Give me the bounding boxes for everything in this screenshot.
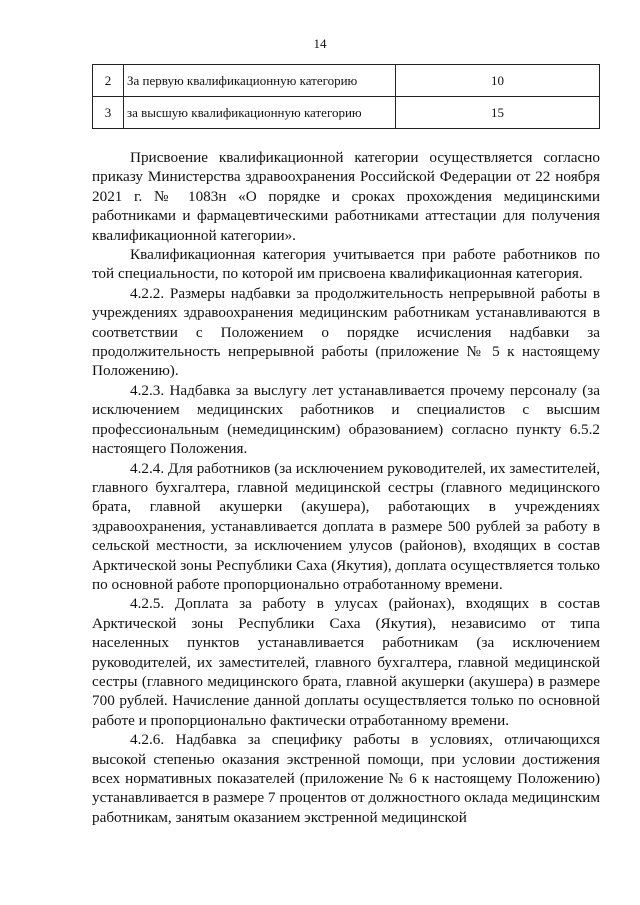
paragraph-category-specialty: Квалификационная категория учитывается при работе работников по той специальности, по которой им присвоена квалификационная категория. xyxy=(92,246,600,283)
paragraph-4-2-6: 4.2.6. Надбавка за специфику работы в условиях, отличающихся высокой степенью оказания экстренной помощи, при условии достижения всех нормативных показателей (приложение № 6 к настоящему Положению) устанавливается в размере 7 процентов от должностного оклада медицинским работникам, занятым оказанием экстренной медицинской xyxy=(92,731,600,826)
category-name: За первую квалификационную категорию xyxy=(124,65,396,97)
category-value: 15 xyxy=(396,97,600,129)
paragraph-4-2-2: 4.2.2. Размеры надбавки за продолжительность непрерывной работы в учреждениях здравоохранения медицинским работникам устанавливаются в соответствии с Положением о порядке исчисления надбавки за продолжительность непрерывной работы (приложение № 5 к настоящему Положению). xyxy=(92,284,600,380)
table-row xyxy=(93,97,600,129)
paragraph-4-2-5: 4.2.5. Доплата за работу в улусах (районах), входящих в состав Арктической зоны Республики Саха (Якутия), независимо от типа населенных пунктов устанавливается работникам (за исключением руководителей, их заместителей, главного бухгалтера, главной медицинской сестры (главного медицинского брата, главной акушерки (акушера) в размере 700 рублей. Начисление данной доплаты осуществляется только по основной работе и пропорционально фактически отработанному времени. xyxy=(92,595,600,729)
paragraph-4-2-3: 4.2.3. Надбавка за выслугу лет устанавливается прочему персоналу (за исключением медицинских работников и специалистов с высшим профессиональным (немедицинским) образованием) согласно пункту 6.5.2 настоящего Положения. xyxy=(92,381,600,458)
paragraph-4-2-4: 4.2.4. Для работников (за исключением руководителей, их заместителей, главного бухгалтера, главной медицинской сестры (главного медицинского брата, главной акушерки (акушера), работающих в учреждениях здравоохранения, устанавливается доплата в размере 500 рублей за работу в сельской местности, за исключением улусов (районов), входящих в состав Арктической зоны Республики Саха (Якутия), доплата осуществляется только по основной работе пропорционально отработанному времени. xyxy=(92,459,600,593)
category-name: за высшую квалификационную категорию xyxy=(124,97,396,129)
row-number: 3 xyxy=(93,97,124,129)
qualification-table xyxy=(92,64,600,129)
row-number: 2 xyxy=(93,65,124,97)
paragraph-category-assignment: Присвоение квалификационной категории осуществляется согласно приказу Министерства здравоохранения Российской Федерации от 22 ноября 2021 г. № 1083н «О порядке и сроках прохождения медицинскими работниками и фармацевтическими работниками аттестации для получения квалификационной категории». xyxy=(92,149,600,244)
category-value: 10 xyxy=(396,65,600,97)
body-text xyxy=(92,148,600,827)
page-number: 14 xyxy=(313,36,327,51)
table-row xyxy=(93,65,600,97)
